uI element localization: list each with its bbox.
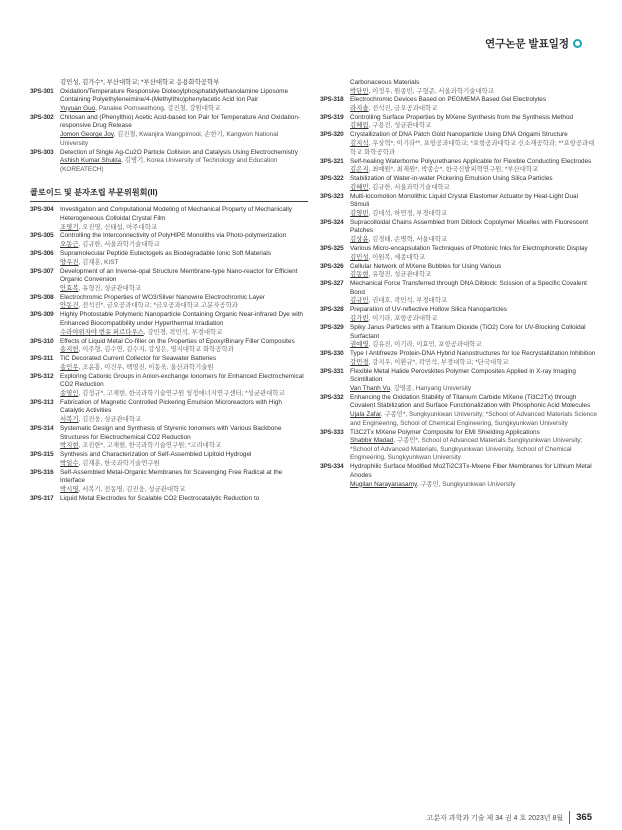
entry-title: Liquid Metal Electrodes for Scalable CO2 Electrocatalytic Reduction to bbox=[60, 494, 260, 502]
coauthors: , 김규한, 서울과학기술대학교 bbox=[78, 241, 160, 249]
presenter-name: Shabbir Madad bbox=[350, 437, 394, 445]
presenter-name: 강민경 bbox=[350, 358, 369, 366]
entry-authors bbox=[350, 271, 598, 280]
entry-code: 3PS-315 bbox=[30, 451, 54, 459]
entry-body bbox=[350, 280, 598, 306]
entry-title: Development of an Inverse-opal Structure Membrane-type Nano-reactor for Efficient Organic Conversion bbox=[60, 267, 298, 284]
coauthors: , 김병기, Korea University of Technology and Education (KOREATECH) bbox=[60, 157, 278, 173]
page-header bbox=[485, 36, 582, 51]
presenter-name: 김지석 bbox=[350, 139, 369, 147]
entry-title: Various Micro-encapsulation Techniques of Photonic Inks for Electrophoretic Display bbox=[350, 245, 588, 253]
entry-body bbox=[60, 311, 308, 337]
program-entry bbox=[30, 88, 308, 114]
continued-authors-text: 김민성, 김가수*, 부산대학교; *부산대학교 응용화학공학부 bbox=[60, 79, 220, 86]
entry-code: 3PS-328 bbox=[320, 306, 344, 314]
entry-body bbox=[350, 131, 598, 157]
coauthors: , 강영종, Hanyang University bbox=[390, 384, 472, 392]
entry-body bbox=[60, 88, 308, 114]
presenter-name: 박지현 bbox=[60, 442, 79, 450]
coauthors: , Panalee Pornseethong, 강진철, 강원대학교 bbox=[95, 104, 221, 112]
program-entry bbox=[320, 131, 598, 157]
coauthors: , 전석진*, 금오공과대학교; *금오공과대학교 고분자공학과 bbox=[78, 302, 238, 310]
presenter-name: 송영인 bbox=[60, 389, 79, 397]
entry-body bbox=[350, 175, 598, 192]
entry-authors bbox=[60, 131, 308, 148]
presenter-name: 김규민 bbox=[350, 297, 369, 305]
presenter-name: 송인우 bbox=[60, 363, 79, 371]
coauthors: , 우상혁*, 이기라**, 포항공과대학교; *포항공과대학교 신소재공학과; **포항공과대학교 화학공학과 bbox=[350, 139, 595, 156]
coauthors: , 김재훈, KIST bbox=[78, 258, 119, 266]
entry-code: 3PS-316 bbox=[30, 468, 54, 476]
program-entry bbox=[30, 338, 308, 355]
entry-body bbox=[60, 250, 308, 267]
entry-authors bbox=[350, 385, 598, 394]
presenter-name: 양우진 bbox=[60, 258, 79, 266]
presenter-name: 김은지 bbox=[350, 166, 369, 174]
entry-title: Spiky Janus Particles with a Titanium Dioxide (TiO2) Core for UV-Blocking Colloidal Surfactant bbox=[350, 323, 586, 340]
program-entry bbox=[320, 324, 598, 350]
entry-code: 3PS-304 bbox=[30, 206, 54, 214]
header-title: 연구논문 발표일정 bbox=[484, 38, 569, 50]
entry-code: 3PS-317 bbox=[30, 494, 54, 502]
entry-title: Stabilization of Water-in-water Pickering Emulsion Using Silica Particles bbox=[350, 175, 553, 183]
entry-title: TiC Decorated Current Collector for Seawater Batteries bbox=[60, 355, 217, 363]
entry-code: 3PS-313 bbox=[30, 398, 54, 406]
entry-title: Multi-locomotion Monolithic Liquid Crystal Elastomer Actuator by Heat-Light Dual Stimuli bbox=[350, 192, 579, 209]
entry-authors bbox=[60, 390, 308, 399]
entry-code: 3PS-312 bbox=[30, 372, 54, 380]
entry-code: 3PS-333 bbox=[320, 428, 344, 436]
presenter-name: Mugilan Narayanasamy bbox=[350, 480, 417, 488]
coauthors: , 조윤홍, 이건우, 백명진, 이동욱, 울산과학기술원 bbox=[78, 363, 214, 371]
program-entry bbox=[30, 250, 308, 267]
entry-authors bbox=[350, 140, 598, 157]
entry-code: 3PS-329 bbox=[320, 323, 344, 331]
entry-body bbox=[350, 350, 598, 367]
presenter-name: 박단민 bbox=[350, 87, 369, 95]
journal-issue: 고분자 과학과 기술 제 34 권 4 호 2023년 8월 bbox=[426, 814, 564, 822]
entry-authors bbox=[350, 411, 598, 428]
entry-authors bbox=[60, 416, 308, 425]
presenter-name: 김민성 bbox=[350, 253, 369, 261]
entry-body bbox=[60, 355, 308, 372]
presenter-name: 라지솔 bbox=[350, 104, 369, 112]
entry-body bbox=[350, 394, 598, 428]
entry-body bbox=[60, 206, 308, 232]
entry-title: Controlling Surface Properties by MXene Synthesis from the Synthesis Method bbox=[350, 113, 574, 121]
program-entry bbox=[320, 306, 598, 323]
entry-title: Self-healing Waterborne Polyurethanes Applicable for Flexible Conducting Electrodes bbox=[350, 157, 592, 165]
entry-title: Effects of Liquid Metal Co-filler on the Properties of Epoxy/Binary Filler Composites bbox=[60, 337, 295, 345]
entry-authors bbox=[350, 166, 598, 175]
coauthors: , 이기라, 포항공과대학교 bbox=[368, 314, 438, 322]
entry-body bbox=[350, 193, 598, 219]
entry-body bbox=[60, 232, 308, 249]
entry-title: Systematic Design and Synthesis of Styrenic Ionomers with Various Backbone Structures for Electrochemical CO2 Reduction bbox=[60, 425, 282, 441]
presenter-name: 송지헌 bbox=[60, 346, 79, 354]
entry-code: 3PS-324 bbox=[320, 218, 344, 226]
coauthors: , 구용진, 성균관대학교 bbox=[368, 122, 432, 130]
coauthors: , 최예원*, 최재원*, 박종승*, 한국신발피혁연구원; *부산대학교 bbox=[368, 166, 539, 174]
entry-title: Cellular Network of MXene Bubbles for Using Various bbox=[350, 262, 502, 270]
program-entry bbox=[30, 311, 308, 337]
right-entries bbox=[320, 96, 598, 489]
entry-body bbox=[350, 245, 598, 262]
coauthors: , 권대호, 곽민석, 부경대학교 bbox=[368, 297, 448, 305]
entry-title: Fabrication of Magnetic Controlled Pickering Emulsion Microreactors with High Catalytic Activities bbox=[60, 398, 282, 415]
entry-authors bbox=[350, 359, 598, 368]
page-number: 365 bbox=[576, 812, 592, 823]
entry-authors bbox=[60, 224, 308, 233]
coauthors: , 유형진, 성균관대학교 bbox=[368, 271, 432, 279]
coauthors: , 조진한*, 고재현, 한국과학기술연구원; *고려대학교 bbox=[78, 442, 222, 450]
entry-authors bbox=[60, 329, 308, 338]
presenter-name: 수라야위자야 번유 퍼르다우스 bbox=[60, 328, 144, 336]
entry-code: 3PS-325 bbox=[320, 245, 344, 253]
entry-code: 3PS-334 bbox=[320, 463, 344, 471]
continued-authors bbox=[60, 79, 308, 88]
continued-entry bbox=[350, 79, 598, 96]
entry-authors bbox=[350, 341, 598, 350]
entry-body bbox=[60, 451, 308, 468]
page-footer bbox=[427, 811, 592, 824]
left-column bbox=[30, 79, 308, 504]
program-entry bbox=[320, 280, 598, 306]
coauthors: , 강지우, 이환규*, 곽민석, 부경대학교; *단국대학교 bbox=[368, 358, 509, 366]
presenter-name: 박시영 bbox=[60, 486, 79, 493]
entry-authors bbox=[350, 236, 598, 245]
entry-authors bbox=[350, 122, 598, 131]
program-entry bbox=[320, 463, 598, 489]
entry-title: Hydrophilic Surface Modified Mo2Ti2C3Tx-Mxene Fiber Membranes for Lithium Metal Anodes bbox=[350, 463, 592, 479]
coauthors: , 김진웅, 성균관대학교 bbox=[78, 416, 142, 424]
program-entry bbox=[30, 206, 308, 232]
entry-body bbox=[350, 263, 598, 280]
entry-authors bbox=[350, 184, 598, 193]
program-entry bbox=[320, 114, 598, 131]
program-entry bbox=[320, 193, 598, 219]
entry-code: 3PS-322 bbox=[320, 175, 344, 183]
coauthors: , 구종민*, Sungkyunkwan University; *School of Advanced Materials Science and Engineering, School of Chemical Engineering, Sungkyunkwan University bbox=[350, 411, 597, 427]
entry-code: 3PS-307 bbox=[30, 267, 54, 275]
coauthors: , 김경태, 손병혁, 서울대학교 bbox=[368, 236, 448, 244]
entry-code: 3PS-306 bbox=[30, 250, 54, 258]
presenter-name: 박일수 bbox=[60, 459, 79, 467]
coauthors: , 김대석, 하연경, 부경대학교 bbox=[368, 209, 448, 217]
entry-code: 3PS-301 bbox=[30, 87, 54, 95]
program-entry bbox=[320, 350, 598, 367]
program-entry bbox=[320, 394, 598, 428]
left-entries bbox=[30, 206, 308, 503]
entry-body bbox=[60, 149, 308, 175]
entry-body bbox=[60, 425, 308, 451]
entry-title: Enhancing the Oxidation Stability of Titanium Carbide MXene (Ti3C2Tx) through Covalent Stabilization and Surface Functionalization with Phosphonic Acid Molecules bbox=[350, 393, 591, 410]
entry-code: 3PS-311 bbox=[30, 355, 54, 363]
program-entry bbox=[320, 429, 598, 463]
left-top-entries bbox=[30, 88, 308, 175]
coauthors: , 이주형, 김수연, 김수지, 강성은, 명지대학교 화학공학과 bbox=[78, 346, 234, 354]
coauthors: , 김유진, 이기라, 이효민, 포항공과대학교 bbox=[368, 341, 482, 349]
coauthors: , 서복기, 전동명, 김진웅, 성균관대학교 bbox=[78, 486, 186, 493]
entry-code: 3PS-305 bbox=[30, 232, 54, 240]
presenter-name: 권예영 bbox=[350, 341, 369, 349]
program-entry bbox=[30, 425, 308, 451]
entry-body bbox=[60, 338, 308, 355]
coauthors: , 구종민*, School of Advanced Materials Sungkyunkwan University; *School of Advanced Materials, Sungkyunkwan University, School of Chemical Engineering, Sungkyunkwan University bbox=[350, 437, 583, 462]
coauthors: , 전석진, 금오공과대학교 bbox=[368, 104, 438, 112]
entry-title: Self-Assembled Metal-Organic Membranes for Scavenging Free Radical at the Interface bbox=[60, 468, 283, 485]
presenter-name: Ashish Kumar Shukla bbox=[60, 157, 122, 165]
continued-title: Carbonaceous Materials bbox=[350, 79, 420, 86]
coauthors: , 김규한, 서울과학기술대학교 bbox=[368, 183, 450, 191]
presenter-name: Yuyuan Guo bbox=[60, 104, 96, 112]
entry-title: Flexible Metal Halide Perovskites Polymer Composites Applied in X-ray Imaging Scintillation bbox=[350, 367, 576, 384]
coauthors: , 구종민, Sungkyunkwan University bbox=[416, 480, 516, 488]
presenter-name: 김영빈 bbox=[350, 209, 369, 217]
program-entry bbox=[30, 149, 308, 175]
entry-title: Highly Photostable Polymeric Nanoparticle Containing Organic Near-infrared Dye with Enhanced Biocompatibility under Hyperthermal Irradiation bbox=[60, 311, 303, 327]
entry-body bbox=[60, 268, 308, 294]
entry-authors bbox=[60, 285, 308, 294]
presenter-name: 김상윤 bbox=[350, 236, 369, 244]
entry-body bbox=[350, 158, 598, 175]
presenter-name: Ujala Zafar bbox=[350, 411, 381, 419]
entry-authors bbox=[60, 105, 308, 114]
entry-code: 3PS-319 bbox=[320, 113, 344, 121]
program-entry bbox=[320, 368, 598, 394]
program-entry bbox=[30, 451, 308, 468]
entry-title: Type I Antifreeze Protein-DNA Hybrid Nanostructures for Ice Recrystallization Inhibition bbox=[350, 350, 596, 358]
continued-entry-authors bbox=[350, 88, 598, 97]
coauthors: , 오진영, 신태섭, 아주대학교 bbox=[78, 223, 158, 231]
entry-authors bbox=[60, 364, 308, 373]
entry-code: 3PS-310 bbox=[30, 337, 54, 345]
coauthors: , 이정우, 원종빈, 구형준, 서울과학기술대학교 bbox=[368, 87, 494, 95]
program-entry bbox=[30, 495, 308, 504]
presenter-name: 오동근 bbox=[60, 241, 79, 249]
presenter-name: Van Thanh Vu bbox=[350, 384, 391, 392]
entry-authors bbox=[60, 442, 308, 451]
program-entry bbox=[30, 232, 308, 249]
entry-body bbox=[60, 469, 308, 495]
entry-title: Mechanical Force Transferred through DNA Diblock: Scission of a Specific Covalent Bond bbox=[350, 280, 587, 296]
program-entry bbox=[320, 96, 598, 113]
section-title: 콜로이드 및 분자조립 부문위원회(II) bbox=[30, 188, 158, 198]
entry-authors bbox=[350, 297, 598, 306]
entry-title: Supramolecular Peptide Eutectogels as Biodegradable Ionic Soft Materials bbox=[60, 250, 272, 258]
entry-body bbox=[60, 495, 308, 504]
coauthors: , 김재훈, 한국과학기술연구원 bbox=[78, 459, 160, 467]
entry-code: 3PS-302 bbox=[30, 113, 54, 121]
entry-authors bbox=[350, 481, 598, 490]
entry-code: 3PS-321 bbox=[320, 157, 344, 165]
footer-divider bbox=[569, 811, 570, 824]
entry-authors bbox=[60, 346, 308, 355]
entry-authors bbox=[350, 254, 598, 263]
program-entry bbox=[30, 294, 308, 311]
entry-code: 3PS-314 bbox=[30, 425, 54, 433]
entry-authors bbox=[350, 437, 598, 463]
program-entry bbox=[30, 399, 308, 425]
program-entry bbox=[30, 355, 308, 372]
entry-authors bbox=[350, 105, 598, 114]
entry-body bbox=[350, 96, 598, 113]
entry-code: 3PS-331 bbox=[320, 367, 344, 375]
presenter-name: 조영기 bbox=[60, 223, 79, 231]
presenter-name: 김혜민 bbox=[350, 183, 369, 191]
entry-authors bbox=[350, 315, 598, 324]
entry-code: 3PS-330 bbox=[320, 350, 344, 358]
program-entry bbox=[320, 245, 598, 262]
entry-authors bbox=[60, 302, 308, 311]
entry-title: Oxidation/Temperature Responsive Dioleoylphosphatidylethanolamine Liposome Containing Polyethyleneimine/4-(Methylthio)phenylacetic Acid Ion Pair bbox=[60, 87, 289, 104]
entry-authors bbox=[350, 210, 598, 219]
entry-title: Preparation of UV-reflective Hollow Silica Nanoparticles bbox=[350, 306, 507, 314]
coauthors: , 이원복, 세종대학교 bbox=[368, 253, 426, 261]
entry-title: Chitosan and (Phenylthio) Acetic Acid-based Ion Pair for Temperature And Oxidation-responsive Drug Release bbox=[60, 113, 301, 130]
entry-authors bbox=[60, 157, 308, 174]
entry-title: Controlling the Interconnectivity of PolyHIPE Monoliths via Photo-polymerization bbox=[60, 232, 287, 240]
right-column bbox=[320, 79, 598, 490]
circle-bullet-icon bbox=[573, 39, 582, 48]
entry-authors bbox=[60, 486, 308, 495]
presenter-name: 김동현 bbox=[350, 271, 369, 279]
entry-code: 3PS-308 bbox=[30, 293, 54, 301]
coauthors: , 김진철, Kwanjira Wangpimool, 손한기, Kangwon National University bbox=[60, 130, 279, 147]
entry-authors bbox=[60, 259, 308, 268]
entry-title: Crystallization of DNA Patch Gold Nanoparticle Using DNA Origami Structure bbox=[350, 131, 568, 139]
entry-title: Detection of Single Ag-Cu2O Particle Collision and Catalysis Using Electrochemistry bbox=[60, 148, 298, 156]
entry-body bbox=[350, 306, 598, 323]
program-entry bbox=[320, 263, 598, 280]
entry-authors bbox=[60, 460, 308, 469]
entry-code: 3PS-320 bbox=[320, 131, 344, 139]
entry-body bbox=[60, 114, 308, 148]
presenter-name: Jomon George Joy bbox=[60, 130, 114, 138]
entry-title: Ti3C2Tx MXene Polymer Composite for EMI Shielding Applications bbox=[350, 428, 540, 436]
coauthors: , 유형진, 성균관대학교 bbox=[78, 284, 142, 292]
entry-code: 3PS-332 bbox=[320, 393, 344, 401]
section-divider bbox=[30, 201, 308, 202]
entry-title: Electrochromic Devices Based on PEGMEMA Based Gel Electrolytes bbox=[350, 96, 547, 104]
entry-code: 3PS-323 bbox=[320, 192, 344, 200]
program-entry bbox=[320, 158, 598, 175]
entry-authors bbox=[60, 241, 308, 250]
presenter-name: 안효복 bbox=[60, 284, 79, 292]
entry-code: 3PS-327 bbox=[320, 280, 344, 288]
entry-title: Supracolloidal Chains Assembled from Diblock Copolymer Micelles with Fluorescent Patches bbox=[350, 218, 588, 235]
entry-code: 3PS-303 bbox=[30, 148, 54, 156]
presenter-name: 김혜림 bbox=[350, 122, 369, 130]
program-entry bbox=[30, 469, 308, 495]
entry-body bbox=[350, 463, 598, 489]
presenter-name: 서복기 bbox=[60, 416, 79, 424]
program-entry bbox=[30, 373, 308, 399]
entry-body bbox=[350, 114, 598, 131]
entry-body bbox=[350, 219, 598, 245]
entry-title: Exploring Cationic Groups in Anion-exchange Ionomers for Enhanced Electrochemical CO2 Reduction bbox=[60, 372, 304, 389]
coauthors: , 김정규*, 고재현, 한국과학기술연구원 청정에너지연구센터; *성균관대학교 bbox=[78, 389, 285, 397]
entry-title: Electrochromic Properties of WO3/Silver Nanowire Electrochromic Layer bbox=[60, 293, 265, 301]
entry-body bbox=[350, 324, 598, 350]
entry-title: Synthesis and Characterization of Self-Assembled Lipitoid Hydrogel bbox=[60, 451, 252, 459]
entry-body bbox=[60, 373, 308, 399]
entry-body bbox=[350, 368, 598, 394]
entry-body bbox=[60, 294, 308, 311]
entry-code: 3PS-309 bbox=[30, 311, 54, 319]
entry-code: 3PS-318 bbox=[320, 96, 344, 104]
presenter-name: 김가빈 bbox=[350, 314, 369, 322]
entry-code: 3PS-326 bbox=[320, 262, 344, 270]
program-entry bbox=[320, 175, 598, 192]
entry-body bbox=[60, 399, 308, 425]
coauthors: , 강민경, 곽민석, 부경대학교 bbox=[143, 328, 223, 336]
entry-body bbox=[350, 429, 598, 463]
entry-title: Investigation and Computational Modeling of Mechanical Property of Mechanically Heterogeneous Colloidal Crystal Film bbox=[60, 206, 292, 222]
presenter-name: 안동건 bbox=[60, 302, 79, 310]
program-entry bbox=[320, 219, 598, 245]
program-entry bbox=[30, 268, 308, 294]
program-entry bbox=[30, 114, 308, 148]
